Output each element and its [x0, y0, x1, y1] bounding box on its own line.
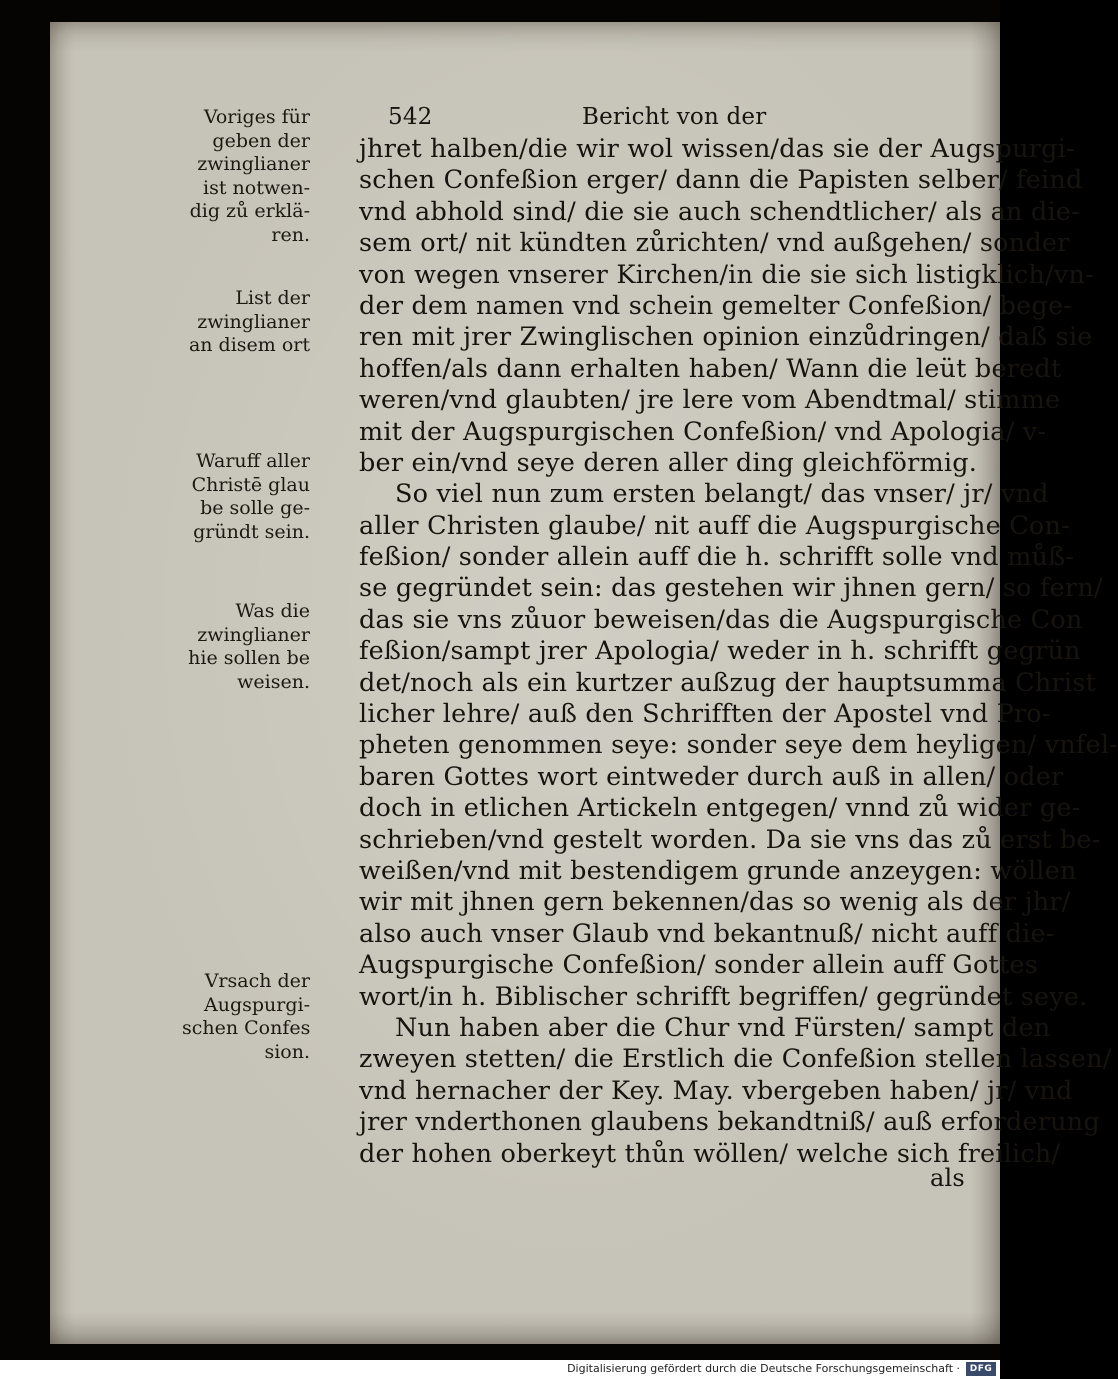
text-line: sem ort/ nit kündten zůrichten/ vnd außgehen/ sonder: [359, 228, 1070, 259]
text-line: schrieben/vnd gestelt worden. Da sie vns das zů erst be-: [359, 824, 1101, 855]
page-number: 542: [388, 104, 433, 130]
marginal-note-line: zwinglianer: [197, 623, 310, 646]
marginal-note-line: weisen.: [237, 670, 310, 693]
text-line: feßion/ sonder allein auff die h. schrifft solle vnd můß-: [359, 542, 1075, 573]
marginal-note-line: List der: [235, 287, 310, 309]
marginal-note-line: Christē glau: [191, 473, 310, 496]
marginal-note-line: be solle ge-: [200, 497, 310, 519]
text-line: der hohen oberkeyt thůn wöllen/ welche sich freilich/: [359, 1138, 1061, 1169]
text-line: also auch vnser Glaub vnd bekantnuß/ nicht auff die-: [359, 918, 1055, 949]
marginal-note-line: gründt sein.: [193, 520, 310, 543]
marginal-note-line: zwinglianer: [197, 153, 310, 175]
text-line: aller Christen glaube/ nit auff die Augspurgische Con-: [359, 510, 1070, 541]
text-line: wir mit jhnen gern bekennen/das so wenig als der jhr/: [359, 887, 1071, 918]
text-line: det/noch als ein kurtzer außzug der hauptsumma Christ: [359, 667, 1096, 698]
text-line: von wegen vnserer Kirchen/in die sie sich listigklich/vn-: [359, 259, 1094, 290]
marginal-note: [182, 600, 310, 694]
marginal-note-line: Voriges für: [203, 106, 310, 128]
text-line: mit der Augspurgischen Confeßion/ vnd Apologia/ v-: [359, 416, 1047, 447]
text-line: das sie vns zůuor beweisen/das die Augspurgische Con: [359, 604, 1083, 635]
marginal-note-line: an disem ort: [188, 334, 310, 356]
text-line: pheten genommen seye: sonder seye dem heyligen/ vnfel-: [359, 730, 1118, 761]
text-line: ber ein/vnd seye deren aller ding gleichförmig.: [359, 447, 978, 478]
marginal-note-line: Was die: [235, 600, 310, 622]
text-line: zweyen stetten/ die Erstlich die Confeßion stellen lassen/: [359, 1044, 1112, 1075]
marginal-note-line: dig zů erklä-: [189, 200, 310, 222]
text-line: weren/vnd glaubten/ jre lere vom Abendtmal/ stimme: [359, 385, 1061, 416]
marginal-note-line: hie sollen be: [188, 647, 310, 669]
text-line: doch in etlichen Artickeln entgegen/ vnnd zů wider ge-: [359, 793, 1081, 824]
text-line: der dem namen vnd schein gemelter Confeßion/ bege-: [359, 290, 1073, 321]
digitization-footer: [0, 1360, 1000, 1379]
marginal-note-line: Waruff aller: [196, 450, 310, 472]
text-line: Augspurgische Confeßion/ sonder allein auff Gottes: [359, 950, 1038, 981]
body-text: [359, 134, 1118, 1170]
text-line: vnd abhold sind/ die sie auch schendtlicher/ als an die-: [359, 196, 1080, 227]
marginal-note-line: sion.: [264, 1040, 310, 1063]
marginal-note-line: geben der: [212, 129, 310, 152]
catchword: als: [930, 1164, 965, 1192]
text-line: se gegründet sein: das gestehen wir jhnen gern/ so fern/: [359, 573, 1103, 604]
dfg-logo: DFG: [966, 1362, 996, 1376]
text-line: baren Gottes wort eintweder durch auß in allen/ oder: [359, 761, 1064, 792]
marginal-note-line: ren.: [271, 223, 310, 246]
marginal-note: [182, 970, 310, 1064]
running-title: Bericht von der: [582, 104, 767, 130]
paragraph-start-line: Nun haben aber die Chur vnd Fürsten/ sampt den: [395, 1012, 1051, 1043]
text-line: schen Confeßion erger/ dann die Papisten selber/ feind: [359, 165, 1083, 196]
text-line: vnd hernacher der Key. May. vbergeben haben/ jr/ vnd: [359, 1075, 1073, 1106]
marginal-note-line: Vrsach der: [204, 970, 310, 992]
text-line: licher lehre/ auß den Schrifften der Apostel vnd Pro-: [359, 699, 1051, 730]
text-line: ren mit jrer Zwinglischen opinion einzůdringen/ daß sie: [359, 322, 1093, 353]
text-line: feßion/sampt jrer Apologia/ weder in h. schrifft gegrün: [359, 636, 1081, 667]
text-line: weißen/vnd mit bestendigem grunde anzeygen: wöllen: [359, 855, 1077, 886]
marginal-note-line: zwinglianer: [197, 310, 310, 333]
text-line: jrer vnderthonen glaubens bekandtniß/ auß erforderung: [359, 1107, 1100, 1138]
funding-credit: Digitalisierung gefördert durch die Deutsche Forschungsgemeinschaft ·: [567, 1362, 960, 1375]
marginal-note-line: schen Confes: [182, 1017, 311, 1039]
marginal-note: [182, 450, 310, 544]
marginal-note: [182, 106, 310, 247]
marginal-note: [182, 287, 310, 358]
book-page: [50, 22, 1118, 1344]
marginal-note-line: ist notwen-: [203, 176, 310, 199]
text-line: hoffen/als dann erhalten haben/ Wann die leüt beredt: [359, 353, 1062, 384]
text-line: wort/in h. Biblischer schrifft begriffen/ gegründet seye.: [359, 981, 1088, 1012]
paragraph-start-line: So viel nun zum ersten belangt/ das vnser/ jr/ vnd: [395, 479, 1049, 510]
marginal-note-line: Augspurgi-: [203, 993, 310, 1016]
text-line: jhret halben/die wir wol wissen/das sie der Augspurgi-: [359, 134, 1075, 164]
